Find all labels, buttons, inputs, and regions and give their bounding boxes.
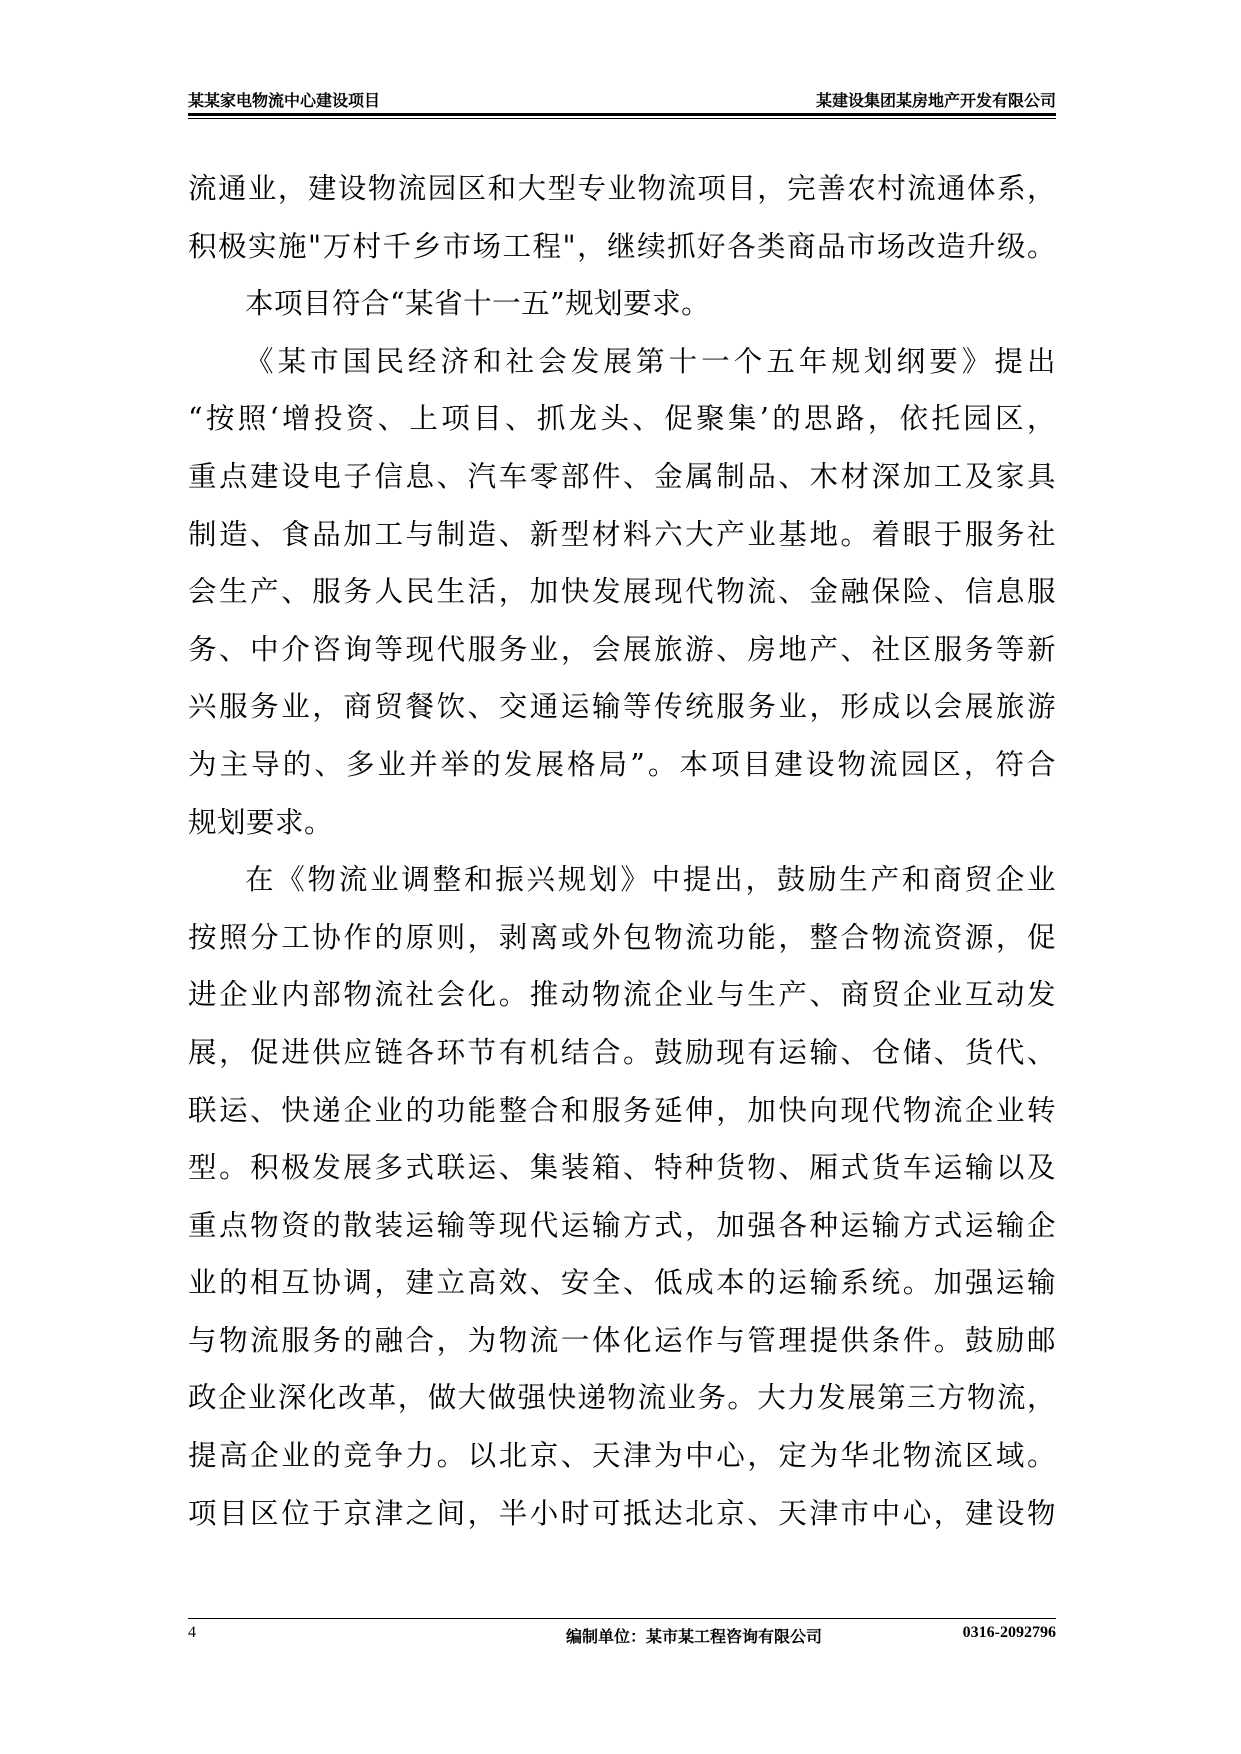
body-line: 重点物资的散装运输等现代运输方式，加强各种运输方式运输企 [188, 1208, 1056, 1242]
body-line: 展，促进供应链各环节有机结合。鼓励现有运输、仓储、货代、 [188, 1035, 1056, 1069]
body-line: 兴服务业，商贸餐饮、交通运输等传统服务业，形成以会展旅游 [188, 690, 1056, 724]
body-line: 《某市国民经济和社会发展第十一个五年规划纲要》提出 [245, 344, 1056, 378]
body-line: 联运、快递企业的功能整合和服务延伸，加快向现代物流企业转 [188, 1093, 1056, 1127]
body-line: 为主导的、多业并举的发展格局”。本项目建设物流园区，符合 [188, 747, 1056, 781]
body-line: 流通业，建设物流园区和大型专业物流项目，完善农村流通体系， [188, 172, 1056, 205]
body-line: 按照分工协作的原则，剥离或外包物流功能，整合物流资源，促 [188, 920, 1056, 954]
header-rule-thin [188, 118, 1056, 119]
page-header [188, 88, 1056, 116]
header-company: 某建设集团某房地产开发有限公司 [815, 93, 1056, 110]
body-line: 在《物流业调整和振兴规划》中提出，鼓励生产和商贸企业 [245, 863, 1056, 897]
page-number: 4 [188, 1624, 196, 1641]
footer-phone: 0316-2092796 [962, 1624, 1056, 1641]
body-line: 重点建设电子信息、汽车零部件、金属制品、木材深加工及家具 [188, 459, 1056, 493]
body-line: 型。积极发展多式联运、集装箱、特种货物、厢式货车运输以及 [188, 1151, 1056, 1185]
body-line: 提高企业的竞争力。以北京、天津为中心，定为华北物流区域。 [188, 1439, 1056, 1473]
body-line: 积极实施"万村千乡市场工程"，继续抓好各类商品市场改造升级。 [188, 229, 1056, 263]
body-line: 规划要求。 [188, 805, 334, 839]
page-footer [188, 1624, 1056, 1648]
document-body [188, 160, 1056, 1542]
body-line: 业的相互协调，建立高效、安全、低成本的运输系统。加强运输 [188, 1266, 1056, 1300]
body-line: 本项目符合“某省十一五”规划要求。 [245, 287, 711, 321]
body-line: 政企业深化改革，做大做强快递物流业务。大力发展第三方物流， [188, 1381, 1056, 1415]
body-line: 务、中介咨询等现代服务业，会展旅游、房地产、社区服务等新 [188, 632, 1056, 666]
body-line: 与物流服务的融合，为物流一体化运作与管理提供条件。鼓励邮 [188, 1323, 1056, 1357]
body-line: 项目区位于京津之间，半小时可抵达北京、天津市中心，建设物 [188, 1496, 1056, 1530]
body-line: 制造、食品加工与制造、新型材料六大产业基地。着眼于服务社 [188, 517, 1056, 551]
body-line: 进企业内部物流社会化。推动物流企业与生产、商贸企业互动发 [188, 978, 1056, 1012]
header-rule-thick [188, 113, 1056, 116]
body-line: 会生产、服务人民生活，加快发展现代物流、金融保险、信息服 [188, 575, 1056, 609]
footer-compiler: 编制单位：某市某工程咨询有限公司 [566, 1629, 823, 1646]
body-line: “按照‘增投资、上项目、抓龙头、促聚集’的思路，依托园区， [188, 402, 1056, 436]
header-project-title: 某某家电物流中心建设项目 [188, 93, 381, 110]
footer-rule [188, 1618, 1056, 1619]
